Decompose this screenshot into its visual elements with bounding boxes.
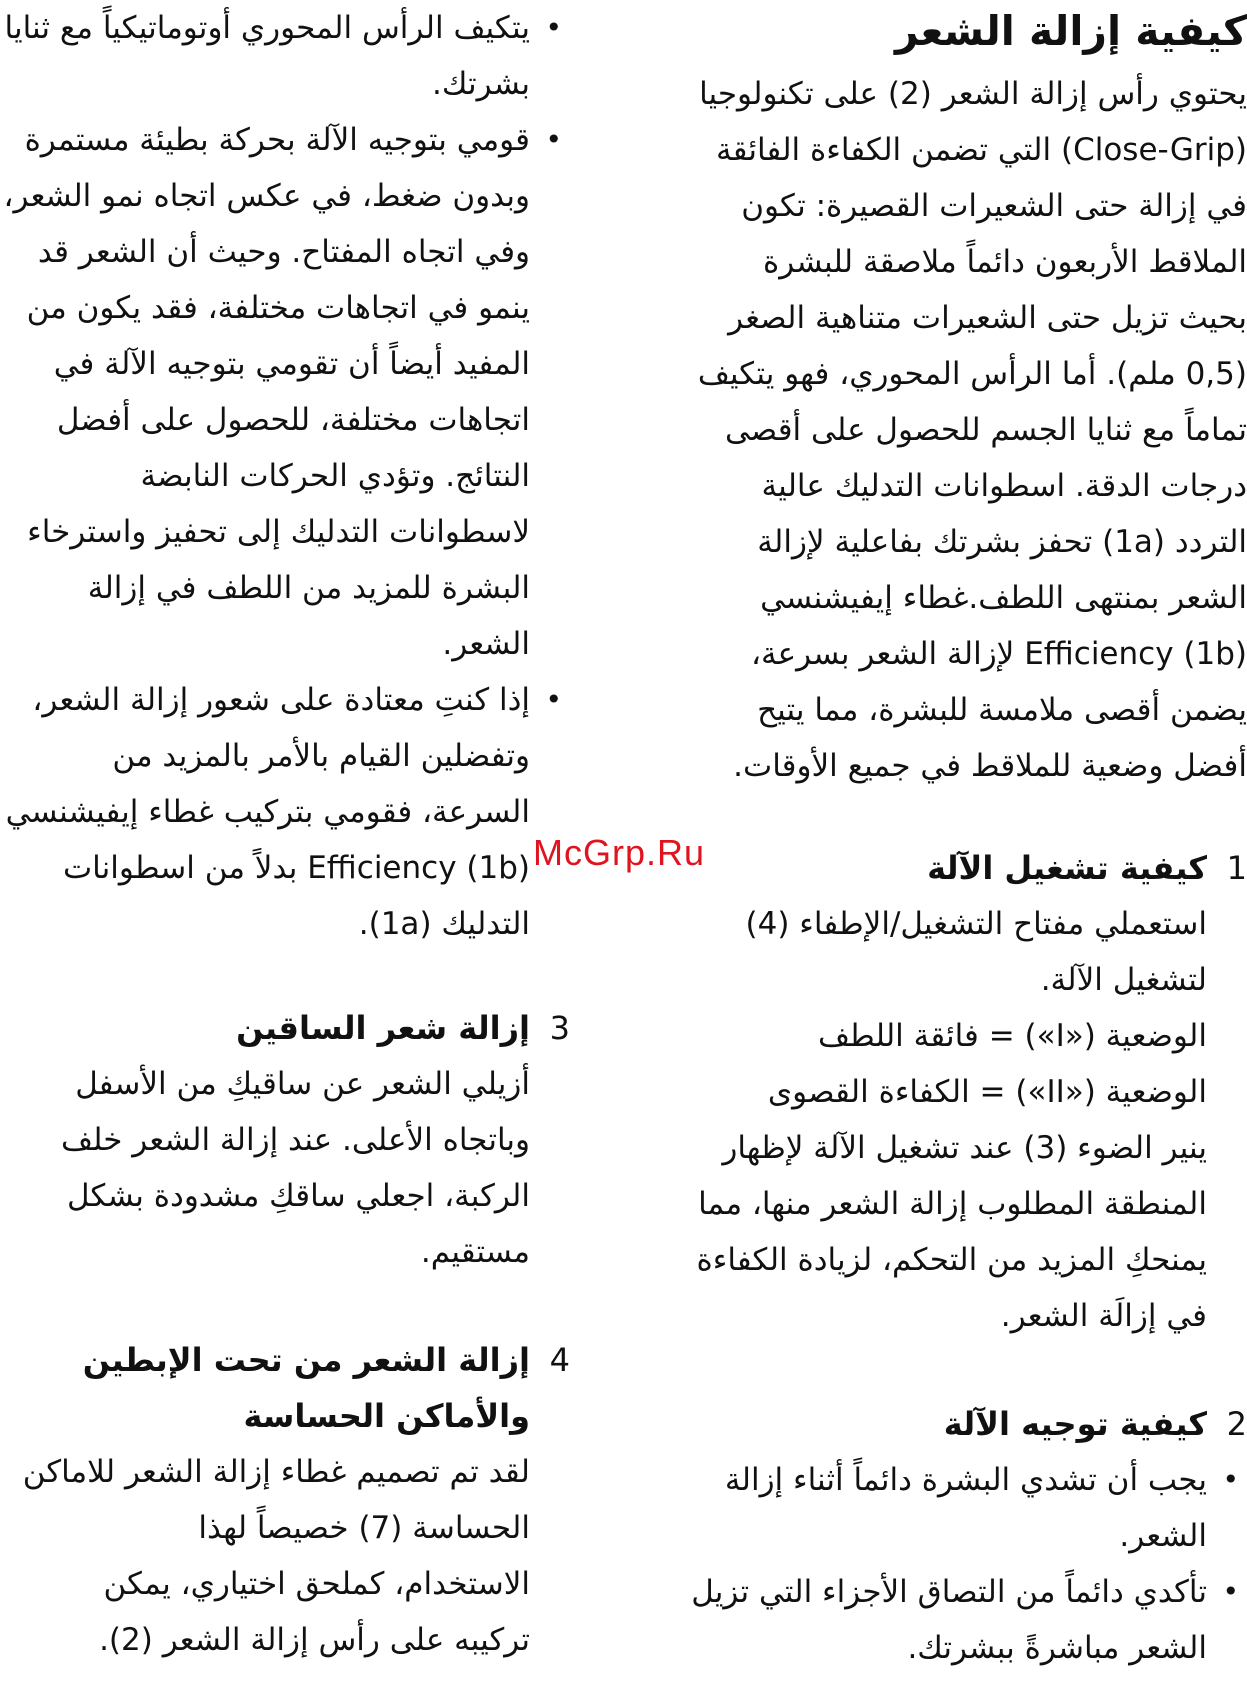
watermark: McGrp.Ru bbox=[533, 832, 706, 873]
section-3-body bbox=[0, 1056, 570, 1280]
body-line: لقد تم تصميم غطاء إزالة الشعر للاماكن bbox=[22, 1454, 530, 1490]
intro-line: الشعر بمنتهى اللطف.غطاء إيفيشنسي bbox=[760, 580, 1247, 616]
section-3-heading bbox=[0, 1000, 570, 1056]
body-line: الركبة، اجعلي ساقكِ مشدودة بشكل bbox=[67, 1178, 530, 1214]
intro-line: يضمن أقصى ملامسة للبشرة، مما يتيح bbox=[757, 692, 1247, 728]
body-line: استعملي مفتاح التشغيل/الإطفاء (4) bbox=[745, 906, 1207, 942]
section-1 bbox=[647, 840, 1247, 1344]
body-line: وباتجاه الأعلى. عند إزالة الشعر خلف bbox=[60, 1122, 530, 1158]
section-3 bbox=[0, 1000, 570, 1280]
section-1-heading bbox=[647, 840, 1247, 896]
section-4 bbox=[0, 1332, 570, 1668]
right-column bbox=[647, 0, 1247, 1676]
section-title: إزالة الشعر من تحت الإبطين bbox=[82, 1341, 530, 1379]
left-column bbox=[0, 0, 570, 1668]
section-number: 3 bbox=[549, 1009, 570, 1047]
body-line: مستقيم. bbox=[420, 1234, 530, 1270]
body-line: في إزالَة الشعر. bbox=[1000, 1298, 1207, 1334]
intro-line: (0,5 ملم). أما الرأس المحوري، فهو يتكيف bbox=[697, 356, 1247, 392]
body-line: الوضعية («I») = فائقة اللطف bbox=[817, 1018, 1207, 1054]
body-line: المنطقة المطلوب إزالة الشعر منها، مما bbox=[698, 1186, 1207, 1222]
intro-line: Efficiency (1b) لإزالة الشعر بسرعة، bbox=[751, 636, 1247, 672]
body-line: الوضعية («II») = الكفاءة القصوى bbox=[767, 1074, 1207, 1110]
body-line: ينير الضوء (3) عند تشغيل الآلة لإظهار bbox=[722, 1130, 1207, 1166]
intro-line: درجات الدقة. اسطوانات التدليك عالية bbox=[761, 468, 1247, 504]
intro-line: التردد (1a) تحفز بشرتك بفاعلية لإزالة bbox=[757, 524, 1247, 560]
intro-line: تماماً مع ثنايا الجسم للحصول على أقصى bbox=[724, 412, 1247, 448]
main-title: كيفية إزالة الشعر bbox=[894, 7, 1247, 55]
intro-line: (Close-Grip) التي تضمن الكفاءة الفائقة bbox=[716, 132, 1247, 168]
section-1-body bbox=[647, 896, 1247, 1344]
section-title: كيفية توجيه الآلة bbox=[943, 1405, 1207, 1443]
section-2-bullets bbox=[647, 1452, 1247, 1676]
bullet-item: • يجب أن تشدي البشرة دائماً أثناء إزالة الشعر. bbox=[647, 1452, 1207, 1564]
intro-line: في إزالة حتى الشعيرات القصيرة: تكون bbox=[741, 188, 1247, 224]
body-line: الاستخدام، كملحق اختياري، يمكن bbox=[103, 1566, 530, 1602]
section-title: إزالة شعر الساقين bbox=[236, 1009, 530, 1047]
section-2-heading bbox=[647, 1396, 1247, 1452]
body-line: الحساسة (7) خصيصاً لهذا bbox=[198, 1510, 530, 1546]
section-2 bbox=[647, 1396, 1247, 1676]
section-number: 1 bbox=[1226, 849, 1247, 887]
bullet-item: • يتكيف الرأس المحوري أوتوماتيكياً مع ثنايا بشرتك. bbox=[0, 0, 530, 112]
section-number: 2 bbox=[1226, 1405, 1247, 1443]
section-number: 4 bbox=[549, 1341, 570, 1379]
intro-paragraph bbox=[647, 66, 1247, 794]
section-4-body bbox=[0, 1444, 570, 1668]
intro-line: يحتوي رأس إزالة الشعر (2) على تكنولوجيا bbox=[699, 76, 1247, 112]
section-4-heading bbox=[0, 1332, 570, 1388]
bullet-item: • قومي بتوجيه الآلة بحركة بطيئة مستمرة وبدون ضغط، في عكس اتجاه نمو الشعر، وفي اتجاه المفتاح. وحيث أن الشعر قد ينمو في اتجاهات مختلفة، فقد يكون من المفيد أيضاً أن تقومي بتوجيه الآلة في اتجاهات مختلفة، للحصول على أفضل النتائج. وتؤدي الحركات النابضة لاسطوانات التدليك إلى تحفيز واسترخاء البشرة للمزيد من اللطف في إزالة الشعر. bbox=[0, 112, 530, 672]
section-title: كيفية تشغيل الآلة bbox=[927, 849, 1207, 887]
section-4-heading-line2: والأماكن الحساسة bbox=[243, 1397, 530, 1435]
intro-line: بحيث تزيل حتى الشعيرات متناهية الصغر bbox=[728, 300, 1247, 336]
intro-line: أفضل وضعية للملاقط في جميع الأوقات. bbox=[733, 748, 1247, 784]
bullet-item: • تأكدي دائماً من التصاق الأجزاء التي تزيل الشعر مباشرةً ببشرتك. bbox=[647, 1564, 1207, 1676]
body-line: يمنحكِ المزيد من التحكم، لزيادة الكفاءة bbox=[696, 1242, 1207, 1278]
body-line: أزيلي الشعر عن ساقيكِ من الأسفل bbox=[75, 1066, 530, 1102]
body-line: لتشغيل الآلة. bbox=[1040, 962, 1207, 998]
guiding-bullets bbox=[0, 0, 570, 952]
body-line: تركيبه على رأس إزالة الشعر (2). bbox=[99, 1622, 530, 1658]
intro-line: الملاقط الأربعون دائماً ملاصقة للبشرة bbox=[763, 244, 1247, 280]
bullet-item: • إذا كنتِ معتادة على شعور إزالة الشعر، وتفضلين القيام بالأمر بالمزيد من السرعة، فقومي بتركيب غطاء إيفيشنسي Efficiency (1b) بدلاً من اسطوانات التدليك (1a). bbox=[0, 672, 530, 952]
